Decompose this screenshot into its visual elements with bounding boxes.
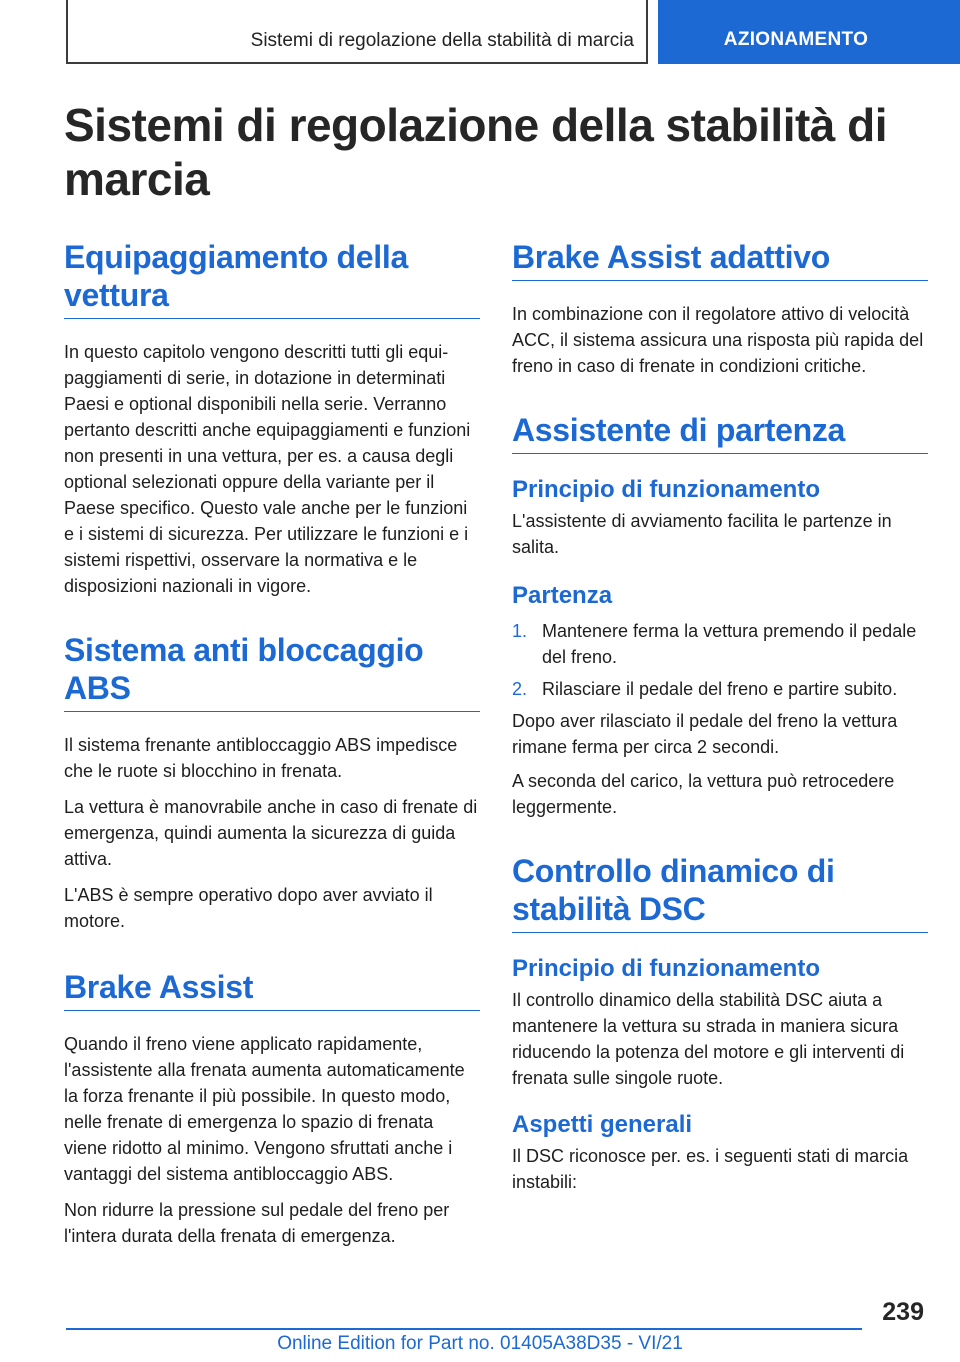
paragraph-dsc-general: Il DSC riconosce per. es. i seguenti stati di marcia instabili: bbox=[512, 1146, 909, 1192]
step-text: Mantenere ferma la vettura premendo il pedale del freno. bbox=[542, 621, 917, 667]
right-column bbox=[512, 238, 928, 1195]
header-section-box bbox=[66, 0, 648, 64]
heading-abs: Sistema anti bloccaggio ABS bbox=[64, 631, 480, 712]
heading-adaptive-brake-assist: Brake Assist adattivo bbox=[512, 238, 928, 281]
heading-dsc: Controllo dinamico di stabilità DSC bbox=[512, 852, 928, 933]
left-column bbox=[64, 238, 480, 1249]
heading-brake-assist: Brake Assist bbox=[64, 968, 480, 1011]
paragraph-adaptive-brake-assist: In combinazione con il regolatore attivo di velocità ACC, il sistema assicura una risposta più rapida del freno in caso di frenate in condizioni critiche. bbox=[512, 304, 924, 376]
paragraph-abs-3: L'ABS è sempre operativo dopo aver avviato il motore. bbox=[64, 885, 433, 931]
page-number: 239 bbox=[882, 1298, 924, 1326]
heading-equipment: Equipaggiamento della vettura bbox=[64, 238, 480, 319]
footer-divider bbox=[66, 1328, 862, 1330]
paragraph-hsa-2: A seconda del carico, la vettura può retrocedere leggermente. bbox=[512, 771, 895, 817]
subheading-dsc-general: Aspetti generali bbox=[512, 1111, 693, 1138]
paragraph-brake-assist-2: Non ridurre la pressione sul pedale del freno per l'intera durata della frenata di emergenza. bbox=[64, 1200, 450, 1246]
heading-hill-start-assistant: Assistente di partenza bbox=[512, 411, 928, 454]
paragraph-abs-2: La vettura è manovrabile anche in caso di frenate di emergenza, quindi aumenta la sicurezza di guida attiva. bbox=[64, 797, 478, 869]
step-number: 1. bbox=[512, 621, 528, 641]
page-title: Sistemi di regolazione della stabilità di marcia bbox=[64, 99, 888, 205]
chapter-tab-label: AZIONAMENTO bbox=[723, 29, 869, 50]
paragraph-equipment: In questo capitolo vengono descritti tutti gli equipaggiamenti di serie, in dotazione in determinati Paesi e optional disponibili nella serie. Verranno pertanto descritti anche equipaggiamenti e funzioni non presenti in una vettura, per es. a causa degli optional selezionati oppure della variante per il Paese specifico. Questo vale anche per le funzioni e i sistemi di sicurezza. Per utilizzare le funzioni e i sistemi rispettivi, osservare la normativa e le disposizioni nazionali in vigore. bbox=[64, 342, 471, 596]
paragraph-dsc-principle: Il controllo dinamico della stabilità DSC aiuta a mantenere la vettura su strada in maniera sicura riducendo la potenza del motore e gli interventi di frenata sulle singole ruote. bbox=[512, 990, 905, 1088]
step-text: Rilasciare il pedale del freno e partire subito. bbox=[542, 679, 898, 699]
subheading-start: Partenza bbox=[512, 582, 613, 609]
chapter-tab[interactable] bbox=[658, 0, 960, 64]
steps-list bbox=[512, 618, 928, 702]
paragraph-abs-1: Il sistema frenante antibloccaggio ABS impedisce che le ruote si blocchino in frenata. bbox=[64, 735, 458, 781]
paragraph-hsa-1: Dopo aver rilasciato il pedale del freno la vettura rimane ferma per circa 2 secondi. bbox=[512, 711, 898, 757]
header-section-title: Sistemi di regolazione della stabilità di marcia bbox=[250, 30, 634, 51]
step-number: 2. bbox=[512, 679, 528, 699]
footer-edition: Online Edition for Part no. 01405A38D35 - VI/21 bbox=[277, 1333, 683, 1354]
list-item bbox=[512, 676, 928, 702]
paragraph-brake-assist-1: Quando il freno viene applicato rapidamente, l'assistente alla frenata aumenta automaticamente la forza frenante il più possibile. In questo modo, nelle frenate di emergenza lo spazio di frenata viene ridotto al minimo. Vengono sfruttati anche i vantaggi del sistema antibloccaggio ABS. bbox=[64, 1034, 465, 1184]
list-item bbox=[512, 618, 928, 670]
paragraph-hsa-principle: L'assistente di avviamento facilita le partenze in salita. bbox=[512, 511, 892, 557]
subheading-hsa-principle: Principio di funzionamento bbox=[512, 476, 820, 503]
subheading-dsc-principle: Principio di funzionamento bbox=[512, 955, 820, 982]
